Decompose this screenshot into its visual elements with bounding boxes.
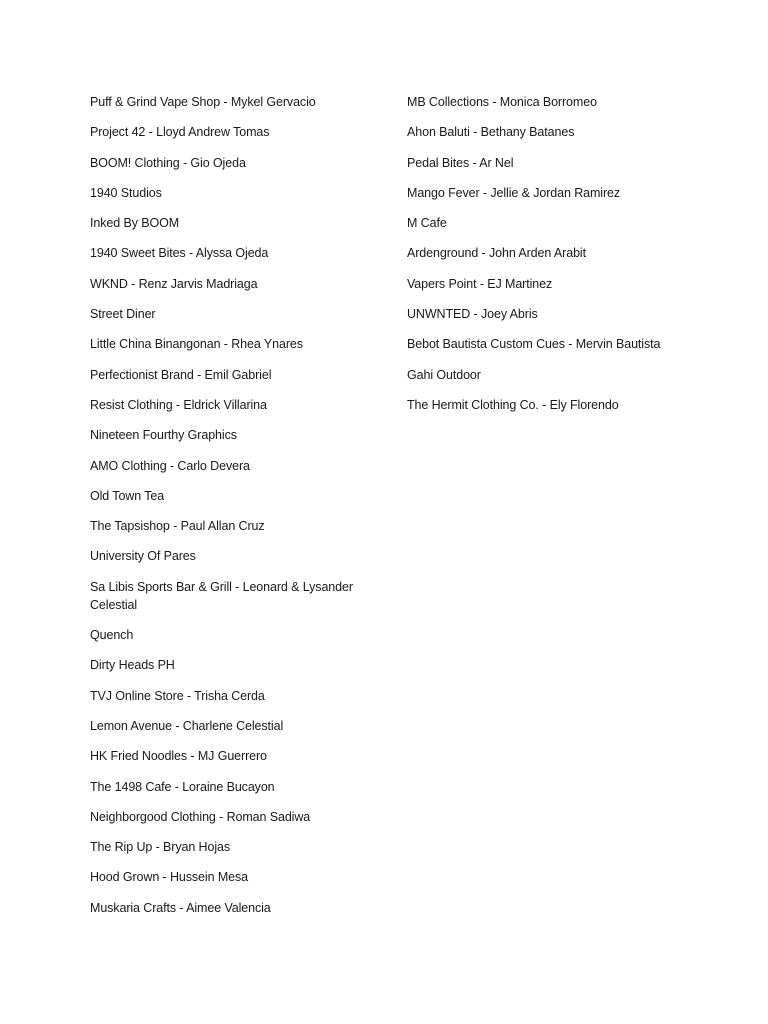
list-item: Puff & Grind Vape Shop - Mykel Gervacio xyxy=(90,95,316,109)
list-item: The 1498 Cafe - Loraine Bucayon xyxy=(90,779,275,794)
list-item: Neighborgood Clothing - Roman Sadiwa xyxy=(90,809,311,824)
list-item: Dirty Heads PH xyxy=(90,658,175,673)
list-item: Muskaria Crafts - Aimee Valencia xyxy=(90,900,271,915)
list-item: Ardenground - John Arden Arabit xyxy=(407,246,586,261)
list-item: TVJ Online Store - Trisha Cerda xyxy=(90,688,265,703)
list-item: University Of Pares xyxy=(90,549,196,564)
list-item: Lemon Avenue - Charlene Celestial xyxy=(90,718,284,733)
list-item: 1940 Studios xyxy=(90,185,162,200)
list-item: Sa Libis Sports Bar & Grill - Leonard & Lysander Celestial xyxy=(90,579,353,612)
list-item: WKND - Renz Jarvis Madriaga xyxy=(90,276,258,291)
list-item: Project 42 - Lloyd Andrew Tomas xyxy=(90,125,270,140)
list-item: Inked By BOOM xyxy=(90,216,180,231)
left-column-list xyxy=(90,93,370,929)
list-item: The Hermit Clothing Co. - Ely Florendo xyxy=(407,397,619,412)
list-item: Nineteen Fourthy Graphics xyxy=(90,428,237,443)
list-item: Gahi Outdoor xyxy=(407,367,481,382)
list-item: Mango Fever - Jellie & Jordan Ramirez xyxy=(407,185,621,200)
list-item: The Rip Up - Bryan Hojas xyxy=(90,840,231,855)
list-item: 1940 Sweet Bites - Alyssa Ojeda xyxy=(90,246,269,261)
list-item: Quench xyxy=(90,628,134,643)
list-item: BOOM! Clothing - Gio Ojeda xyxy=(90,155,246,170)
list-item: Bebot Bautista Custom Cues - Mervin Bautista xyxy=(407,337,661,352)
list-item: Old Town Tea xyxy=(90,488,165,503)
list-item: Perfectionist Brand - Emil Gabriel xyxy=(90,367,272,382)
list-item: Vapers Point - EJ Martinez xyxy=(407,276,553,291)
list-item: Pedal Bites - Ar Nel xyxy=(407,155,514,170)
list-item: Hood Grown - Hussein Mesa xyxy=(90,870,248,885)
list-item: AMO Clothing - Carlo Devera xyxy=(90,458,250,473)
list-item: MB Collections - Monica Borromeo xyxy=(407,95,597,109)
right-column-list xyxy=(407,93,707,426)
list-item: Ahon Baluti - Bethany Batanes xyxy=(407,125,575,140)
list-item: The Tapsishop - Paul Allan Cruz xyxy=(90,519,265,534)
list-item: Little China Binangonan - Rhea Ynares xyxy=(90,337,303,352)
list-item: Street Diner xyxy=(90,307,156,322)
list-item: UNWNTED - Joey Abris xyxy=(407,307,538,322)
list-item: M Cafe xyxy=(407,216,447,231)
list-item: Resist Clothing - Eldrick Villarina xyxy=(90,397,267,412)
list-item: HK Fried Noodles - MJ Guerrero xyxy=(90,749,267,764)
